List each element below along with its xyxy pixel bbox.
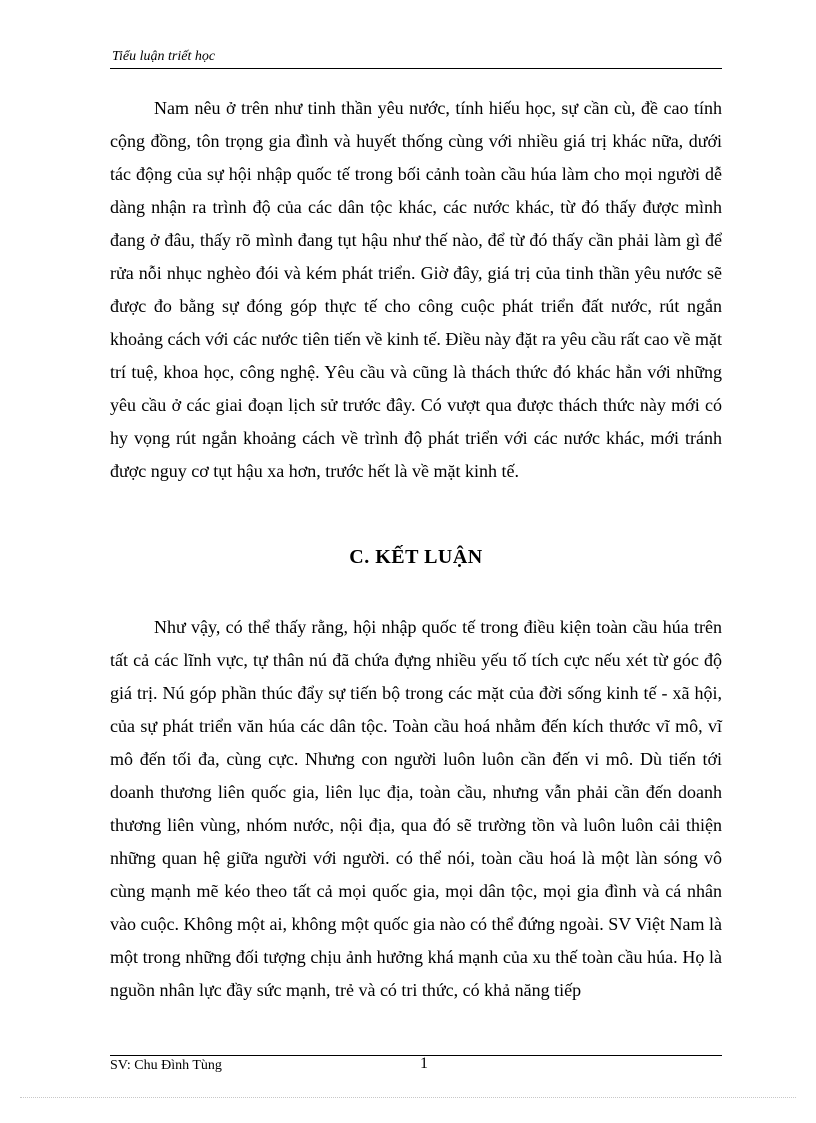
body-paragraph-2: Như vậy, có thể thấy rằng, hội nhập quốc tế trong điều kiện toàn cầu húa trên tất cả các lĩnh vực, tự thân nú đã chứa đựng nhiều yếu tố tích cực nếu xét từ góc độ giá trị. Nú góp phần thúc đẩy sự tiến bộ trong các mặt của đời sống kinh tế - xã hội, của sự phát triển văn húa các dân tộc. Toàn cầu hoá nhằm đến kích thước vĩ mô, vĩ mô đến tối đa, cùng cực. Nhưng con người luôn luôn cần đến vi mô. Dù tiến tới doanh thương liên quốc gia, liên lục địa, toàn cầu, nhưng vẫn phải cần đến doanh thương liên vùng, nhóm nước, nội địa, qua đó sẽ trường tồn và luôn luôn cải thiện những quan hệ giữa người với người. có thể nói, toàn cầu hoá là một làn sóng vô cùng mạnh mẽ kéo theo tất cả mọi quốc gia, mọi dân tộc, mọi gia đình và cá nhân vào cuộc. Không một ai, không một quốc gia nào có thể đứng ngoài. SV Việt Nam là một trong những đối tượng chịu ảnh hưởng khá mạnh của xu thế toàn cầu húa. Họ là nguồn nhân lực đầy sức mạnh, trẻ và có tri thức, có khả năng tiếp — [110, 617, 722, 1000]
header-title: Tiểu luận triết học — [112, 49, 216, 64]
body-paragraph-1: Nam nêu ở trên như tinh thần yêu nước, tính hiếu học, sự cần cù, đề cao tính cộng đồng, tôn trọng gia đình và huyết thống cùng với nhiều giá trị khác nữa, dưới tác động của sự hội nhập quốc tế trong bối cảnh toàn cầu húa làm cho mọi người dễ dàng nhận ra trình độ của các dân tộc khác, các nước khác, từ đó thấy được mình đang ở đâu, thấy rõ mình đang tụt hậu như thế nào, để từ đó thấy cần phải làm gì để rửa nỗi nhục nghèo đói và kém phát triển. Giờ đây, giá trị của tinh thần yêu nước sẽ được đo bằng sự đóng góp thực tế cho công cuộc phát triển đất nước, rút ngắn khoảng cách với các nước tiên tiến về kinh tế. Điều này đặt ra yêu cầu rất cao về mặt trí tuệ, khoa học, công nghệ. Yêu cầu và cũng là thách thức đó khác hẳn với những yêu cầu ở các giai đoạn lịch sử trước đây. Có vượt qua được thách thức này mới có hy vọng rút ngắn khoảng cách về trình độ phát triển với các nước khác, mới tránh được nguy cơ tụt hậu xa hơn, trước hết là về mặt kinh tế. — [110, 98, 722, 481]
page-header — [110, 48, 722, 69]
page-number: 1 — [420, 1055, 428, 1072]
footer-divider — [110, 1055, 722, 1056]
section-heading: C. KẾT LUẬN — [349, 546, 483, 568]
page-bottom-border — [20, 1097, 796, 1098]
footer-author: SV: Chu Đình Tùng — [110, 1058, 222, 1073]
